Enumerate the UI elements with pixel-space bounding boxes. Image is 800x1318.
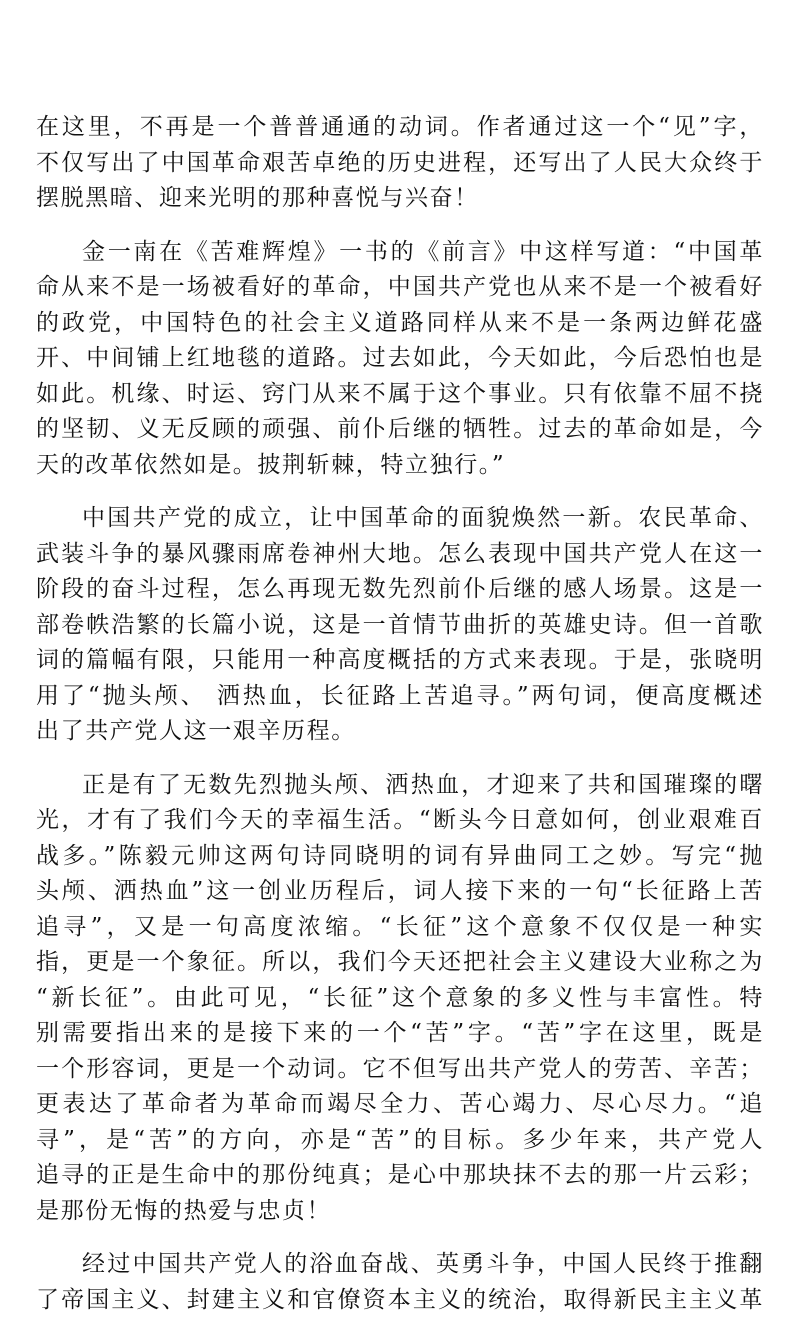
paragraph-1 [36, 110, 764, 217]
paragraph-5 [36, 1247, 764, 1318]
paragraph-line: 开、中间铺上红地毯的道路。过去如此，今天如此，今后恐怕也是 [36, 341, 764, 377]
paragraph-line: 追寻的正是生命中的那份纯真；是心中那块抹不去的那一片云彩； [36, 1158, 764, 1194]
paragraph-line: 经过中国共产党人的浴血奋战、英勇斗争，中国人民终于推翻 [36, 1247, 764, 1283]
paragraph-line: 金一南在《苦难辉煌》一书的《前言》中这样写道：“中国革 [36, 235, 764, 271]
paragraph-line: 追寻”，又是一句高度浓缩。“长征”这个意象不仅仅是一种实 [36, 910, 764, 946]
paragraph-line: 摆脱黑暗、迎来光明的那种喜悦与兴奋！ [36, 181, 764, 217]
paragraph-line: 更表达了革命者为革命而竭尽全力、苦心竭力、尽心尽力。“追 [36, 1087, 764, 1123]
paragraph-line: 的政党，中国特色的社会主义道路同样从来不是一条两边鲜花盛 [36, 306, 764, 342]
paragraph-line: 了帝国主义、封建主义和官僚资本主义的统治，取得新民主主义革 [36, 1283, 764, 1318]
paragraph-line: 如此。机缘、时运、窍门从来不属于这个事业。只有依靠不屈不挠 [36, 377, 764, 413]
paragraph-line: “新长征”。由此可见，“长征”这个意象的多义性与丰富性。特 [36, 981, 764, 1017]
paragraph-line: 不仅写出了中国革命艰苦卓绝的历史进程，还写出了人民大众终于 [36, 146, 764, 182]
paragraph-line: 寻”，是“苦”的方向，亦是“苦”的目标。多少年来，共产党人 [36, 1123, 764, 1159]
paragraph-2 [36, 235, 764, 484]
paragraph-line: 是那份无悔的热爱与忠贞！ [36, 1194, 764, 1230]
paragraph-line: 命从来不是一场被看好的革命，中国共产党也从来不是一个被看好 [36, 270, 764, 306]
paragraph-line: 头颅、洒热血”这一创业历程后，词人接下来的一句“长征路上苦 [36, 874, 764, 910]
paragraph-line: 天的改革依然如是。披荆斩棘，特立独行。” [36, 448, 764, 484]
paragraph-line: 词的篇幅有限，只能用一种高度概括的方式来表现。于是，张晓明 [36, 643, 764, 679]
paragraph-line: 一个形容词，更是一个动词。它不但写出共产党人的劳苦、辛苦； [36, 1052, 764, 1088]
paragraph-line: 用了“抛头颅、 洒热血，长征路上苦追寻。”两句词，便高度概述 [36, 679, 764, 715]
paragraph-line: 中国共产党的成立，让中国革命的面貌焕然一新。农民革命、 [36, 501, 764, 537]
paragraph-line: 指，更是一个象征。所以，我们今天还把社会主义建设大业称之为 [36, 945, 764, 981]
paragraph-line: 在这里，不再是一个普普通通的动词。作者通过这一个“见”字， [36, 110, 764, 146]
paragraph-line: 部卷帙浩繁的长篇小说，这是一首情节曲折的英雄史诗。但一首歌 [36, 608, 764, 644]
paragraph-line: 战多。”陈毅元帅这两句诗同晓明的词有异曲同工之妙。写完“抛 [36, 839, 764, 875]
paragraph-line: 光，才有了我们今天的幸福生活。“断头今日意如何，创业艰难百 [36, 803, 764, 839]
paragraph-line: 出了共产党人这一艰辛历程。 [36, 714, 764, 750]
paragraph-line: 阶段的奋斗过程，怎么再现无数先烈前仆后继的感人场景。这是一 [36, 572, 764, 608]
paragraph-line: 正是有了无数先烈抛头颅、洒热血，才迎来了共和国璀璨的曙 [36, 768, 764, 804]
body-text [36, 110, 764, 1318]
paragraph-line: 的坚韧、义无反顾的顽强、前仆后继的牺牲。过去的革命如是，今 [36, 412, 764, 448]
paragraph-line: 别需要指出来的是接下来的一个“苦”字。“苦”字在这里，既是 [36, 1016, 764, 1052]
paragraph-line: 武装斗争的暴风骤雨席卷神州大地。怎么表现中国共产党人在这一 [36, 537, 764, 573]
paragraph-3 [36, 501, 764, 750]
